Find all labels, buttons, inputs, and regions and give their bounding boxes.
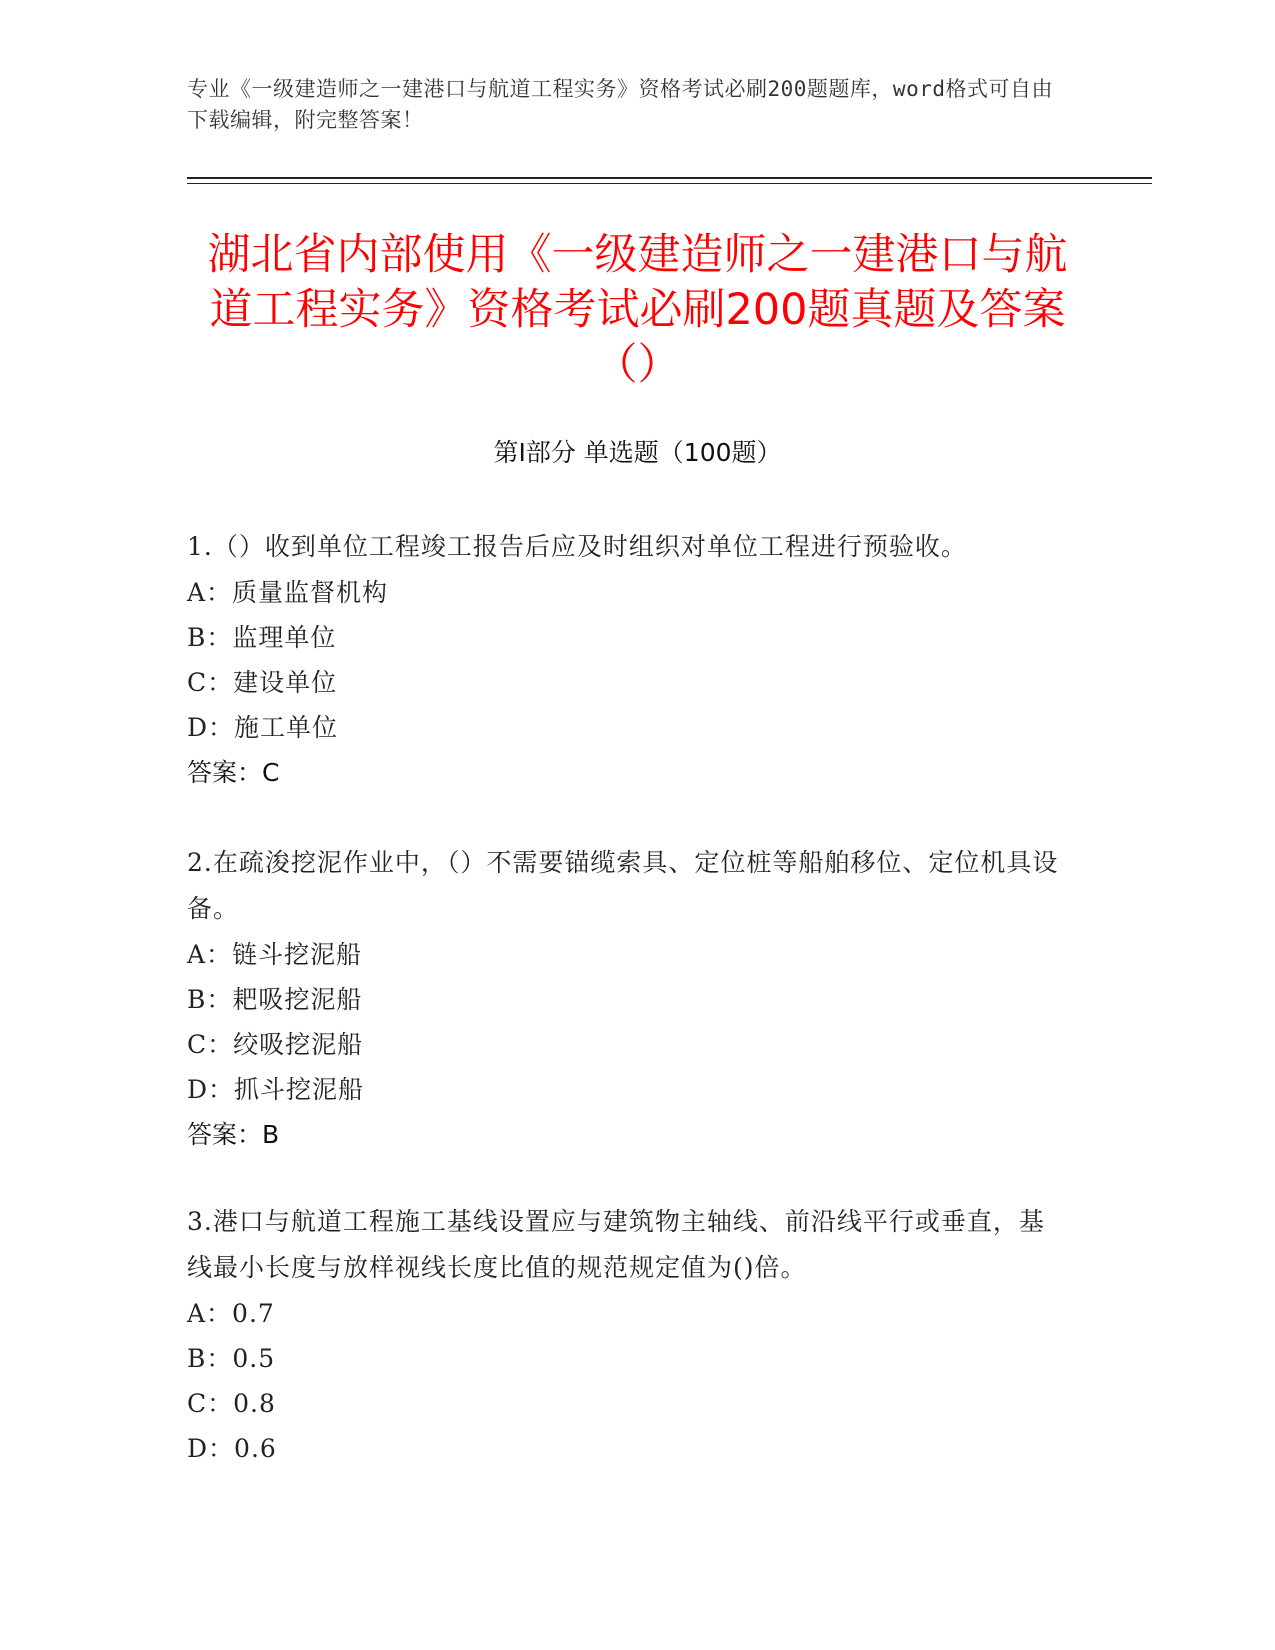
option-a: A：链斗挖泥船 (187, 940, 363, 969)
option-b: B：耙吸挖泥船 (187, 985, 363, 1014)
question-1 (187, 524, 1067, 796)
answer: 答案：B (187, 1120, 280, 1149)
header-divider-thick (187, 177, 1152, 179)
option-d: D：抓斗挖泥船 (187, 1075, 365, 1104)
option-d: D：施工单位 (187, 713, 339, 742)
header-divider-thin (187, 183, 1152, 184)
document-title: 湖北省内部使用《一级建造师之一建港口与航道工程实务》资格考试必刷200题真题及答案（） (207, 230, 1068, 390)
section-heading: 第Ⅰ部分 单选题（100题） (493, 438, 782, 467)
option-b: B：监理单位 (187, 623, 337, 652)
option-a: A：质量监督机构 (187, 578, 389, 607)
question-stem: 1.（）收到单位工程竣工报告后应及时组织对单位工程进行预验收。 (187, 532, 967, 561)
option-c: C：建设单位 (187, 668, 338, 697)
question-stem: 2.在疏浚挖泥作业中，（）不需要锚缆索具、定位桩等船舶移位、定位机具设备。 (187, 848, 1059, 923)
answer: 答案：C (187, 758, 280, 787)
header-note: 专业《一级建造师之一建港口与航道工程实务》资格考试必刷200题题库，word格式可自由下载编辑，附完整答案！ (187, 77, 1053, 132)
option-d: D：0.6 (187, 1434, 277, 1463)
option-c: C：0.8 (187, 1389, 276, 1418)
question-3 (187, 1199, 1067, 1471)
option-c: C：绞吸挖泥船 (187, 1030, 364, 1059)
question-stem: 3.港口与航道工程施工基线设置应与建筑物主轴线、前沿线平行或垂直，基线最小长度与放样视线长度比值的规范规定值为()倍。 (187, 1207, 1045, 1282)
question-2 (187, 840, 1067, 1158)
option-b: B：0.5 (187, 1344, 276, 1373)
option-a: A：0.7 (187, 1299, 275, 1328)
